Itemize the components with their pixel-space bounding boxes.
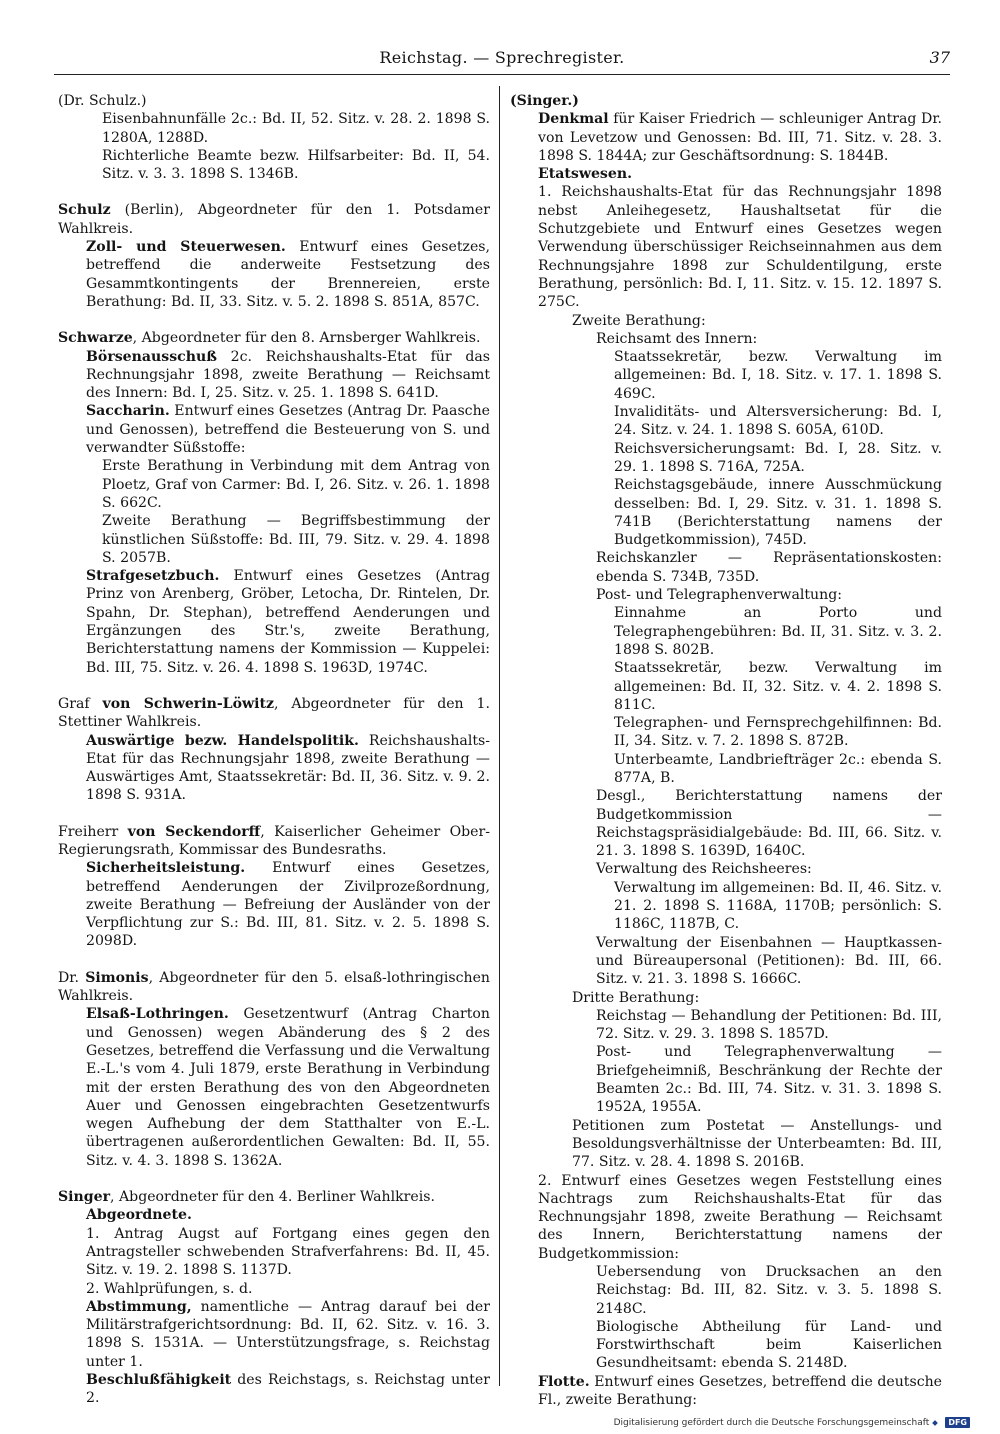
topic-text: Entwurf eines Gesetzes (Antrag Dr. Paasche und Genossen), betreffend die Besteuerung von S. und verwandter Süßstoffe: bbox=[86, 403, 490, 457]
right-column bbox=[510, 92, 942, 1409]
topic-subline: Verwaltung der Eisenbahnen — Hauptkassen- und Büreaupersonal (Petitionen): Bd. III, 66. Sitz. v. 21. 3. 1898 S. 1666C. bbox=[596, 934, 942, 988]
topic-subline: 1. Antrag Augst auf Fortgang eines gegen den Antragsteller schwebenden Strafverfahrens: Bd. II, 45. Sitz. v. 19. 2. 1898 S. 1137D. bbox=[86, 1225, 490, 1279]
entry-simonis bbox=[58, 969, 490, 1170]
topic-title: Sicherheitsleistung. bbox=[86, 860, 246, 877]
speaker-intro: (Berlin), Abgeordneter für den 1. Potsdamer Wahlkreis. bbox=[58, 202, 490, 237]
topic-subline: Reichskanzler — Repräsentationskosten: ebenda S. 734B, 735D. bbox=[596, 550, 942, 585]
digitization-footer bbox=[614, 1417, 970, 1428]
topic-title: Zoll- und Steuerwesen. bbox=[86, 239, 286, 256]
topic-subline: Reichstagsgebäude, innere Ausschmückung desselben: Bd. I, 29. Sitz. v. 31. 1. 1898 S. 741B (Berichterstattung namens der Budgetkommission), 745D. bbox=[614, 477, 942, 549]
speaker-name: von Schwerin-Löwitz bbox=[102, 695, 274, 712]
section-label: Post- und Telegraphenverwaltung: bbox=[596, 587, 842, 604]
dfg-logo: DFG bbox=[945, 1417, 970, 1428]
topic-text: 2c. Reichshaushalts-Etat für das Rechnungsjahr 1898, zweite Berathung — Reichsamt des Innern: Bd. I, 25. Sitz. v. 25. 1. 1898 S. 641D. bbox=[86, 348, 490, 402]
topic-text: Gesetzentwurf (Antrag Charton und Genossen) wegen Abänderung des § 2 des Gesetzes, betreffend die Verfassung und die Verwaltung E.-L.'s vom 4. Juli 1879, erste Berathung in Verbindung mit der ersten Berathung des von den Abgeordneten Auer und Genossen eingebrachten Gesetzentwurfs wegen Aufhebung der dem Statthalter von E.-L. übertragenen außerordentlichen Gewalten: Bd. II, 55. Sitz. v. 4. 3. 1898 S. 1362A. bbox=[86, 1006, 490, 1169]
entry-head: (Singer.) bbox=[510, 93, 579, 109]
section-label: Verwaltung des Reichsheeres: bbox=[596, 861, 812, 878]
topic-title: Abgeordnete. bbox=[86, 1207, 192, 1224]
header-rule bbox=[54, 74, 950, 75]
topic-subline: Petitionen zum Postetat — Anstellungs- und Besoldungsverhältnisse der Unterbeamten: Bd. III, 77. Sitz. v. 28. 4. 1898 S. 2016B. bbox=[572, 1117, 942, 1171]
topic-subline: Staatssekretär, bezw. Verwaltung im allgemeinen: Bd. II, 32. Sitz. v. 4. 2. 1898 S. 811C. bbox=[614, 660, 942, 713]
speaker-intro: , Abgeordneter für den 4. Berliner Wahlkreis. bbox=[110, 1189, 435, 1206]
topic-text: Entwurf eines Gesetzes (Antrag Prinz von Arenberg, Gröber, Letocha, Dr. Rintelen, Dr. Spahn, Dr. Stephan), betreffend Aenderungen und Ergänzungen des Str.'s, zweite Berathung, Berichterstattung namens der Kommission — Kuppelei: Bd. III, 75. Sitz. v. 26. 4. 1898 S. 1963D, 1974C. bbox=[86, 568, 490, 676]
topic-text: für Kaiser Friedrich — schleuniger Antrag Dr. von Levetzow und Genossen: Bd. III, 71. Sitz. v. 28. 3. 1898 S. 1844A; zur Geschäftsordnung: S. 1844B. bbox=[538, 111, 942, 164]
topic-subline: Uebersendung von Drucksachen an den Reichstag: Bd. III, 82. Sitz. v. 3. 5. 1898 S. 2148C. bbox=[596, 1264, 942, 1317]
entry-singer bbox=[58, 1188, 490, 1408]
speaker-name: Schulz bbox=[58, 202, 111, 219]
speaker-prefix: Freiherr bbox=[58, 823, 128, 840]
topic-title: Saccharin. bbox=[86, 403, 170, 420]
dfg-diamond-icon bbox=[933, 1419, 941, 1427]
speaker-name: Simonis bbox=[85, 969, 149, 986]
entry-line: Eisenbahnunfälle 2c.: Bd. II, 52. Sitz. v. 28. 2. 1898 S. 1280A, 1288D. bbox=[102, 111, 490, 146]
topic-title: Flotte. bbox=[538, 1373, 590, 1390]
section-label: Reichsamt des Innern: bbox=[596, 330, 758, 347]
topic-title: Strafgesetzbuch. bbox=[86, 568, 220, 585]
section-label: Dritte Berathung: bbox=[572, 989, 700, 1006]
speaker-intro: , Abgeordneter für den 8. Arnsberger Wahlkreis. bbox=[132, 330, 481, 347]
speaker-intro: , Kaiserlicher Geheimer Ober-Regierungsrath, Kommissar des Bundesraths. bbox=[58, 823, 490, 858]
topic-subline: 2. Entwurf eines Gesetzes wegen Feststellung eines Nachtrags zum Reichshaushalts-Etat für das Rechnungsjahr 1898, zweite Berathung — Reichsamt des Innern, Berichterstattung namens der Budgetkommission: bbox=[538, 1172, 942, 1262]
entry-seckendorff bbox=[58, 823, 490, 951]
topic-subline: 2. Wahlprüfungen, s. d. bbox=[86, 1280, 253, 1297]
footer-text: Digitalisierung gefördert durch die Deutsche Forschungsgemeinschaft bbox=[613, 1417, 930, 1428]
topic-title: Beschlußfähigkeit bbox=[86, 1372, 232, 1388]
topic-subline: Desgl., Berichterstattung namens der Budgetkommission — Reichstagspräsidialgebäude: Bd. III, 66. Sitz. v. 21. 3. 1898 S. 1639D, 1640C. bbox=[596, 788, 942, 860]
topic-subline: Biologische Abtheilung für Land- und Forstwirthschaft beim Kaiserlichen Gesundheitsamt: ebenda S. 2148D. bbox=[596, 1318, 942, 1372]
topic-text: Entwurf eines Gesetzes, betreffend Aenderungen der Zivilprozeßordnung, zweite Berathung — Befreiung der Ausländer von der Verpflichtung zur S.: Bd. III, 81. Sitz. v. 2. 5. 1898 S. 2098D. bbox=[86, 860, 490, 950]
speaker-intro: , Abgeordneter für den 5. elsaß-lothringischen Wahlkreis. bbox=[58, 969, 490, 1005]
topic-title: Auswärtige bezw. Handelspolitik. bbox=[86, 732, 359, 749]
topic-text: Entwurf eines Gesetzes, betreffend die anderweite Festsetzung des Gesammtkontingents der Brennereien, erste Berathung: Bd. II, 33. Sitz. v. 5. 2. 1898 S. 851A, 857C. bbox=[86, 239, 490, 310]
entry-line: Richterliche Beamte bezw. Hilfsarbeiter: Bd. II, 54. Sitz. v. 3. 3. 1898 S. 1346B. bbox=[102, 147, 490, 183]
left-column bbox=[58, 92, 490, 1407]
speaker-name: Schwarze bbox=[58, 330, 133, 347]
speaker-prefix: Graf bbox=[58, 695, 103, 712]
entry-schulz-dr bbox=[58, 92, 490, 183]
entry-head: (Dr. Schulz.) bbox=[58, 93, 147, 109]
page-title: Reichstag. — Sprechregister. bbox=[379, 48, 625, 67]
topic-text: des Reichstags, s. Reichstag unter 2. bbox=[86, 1372, 490, 1407]
topic-text: namentliche — Antrag darauf bei der Militärstrafgerichtsordnung: Bd. II, 62. Sitz. v. 16. 3. 1898 S. 1531A. — Unterstützungsfrage, s. Reichstag unter 1. bbox=[86, 1298, 490, 1370]
entry-schulz-berlin bbox=[58, 201, 490, 311]
entry-schwerin bbox=[58, 695, 490, 805]
section-label: Zweite Berathung: bbox=[572, 312, 706, 329]
topic-subline: Zweite Berathung — Begriffsbestimmung der künstlichen Süßstoffe: Bd. III, 79. Sitz. v. 29. 4. 1898 S. 2057B. bbox=[102, 513, 490, 566]
topic-subline: Post- und Telegraphenverwaltung — Briefgeheimniß, Beschränkung der Rechte der Beamten 2c.: Bd. III, 74. Sitz. v. 31. 3. 1898 S. 1952A, 1955A. bbox=[596, 1044, 942, 1116]
topic-subline: Einnahme an Porto und Telegraphengebühren: Bd. II, 31. Sitz. v. 3. 2. 1898 S. 802B. bbox=[614, 605, 942, 658]
topic-subline: Telegraphen- und Fernsprechgehilfinnen: Bd. II, 34. Sitz. v. 7. 2. 1898 S. 872B. bbox=[614, 715, 942, 750]
topic-subline: Unterbeamte, Landbriefträger 2c.: ebenda S. 877A, B. bbox=[614, 751, 942, 786]
speaker-intro: , Abgeordneter für den 1. Stettiner Wahlkreis. bbox=[58, 695, 490, 731]
running-header bbox=[54, 48, 950, 74]
topic-text: Reichshaushalts-Etat für das Rechnungsjahr 1898, zweite Berathung — Auswärtiges Amt, Staatssekretär: Bd. II, 36. Sitz. v. 9. 2. 1898 S. 931A. bbox=[86, 732, 490, 804]
topic-subline: Reichsversicherungsamt: Bd. I, 28. Sitz. v. 29. 1. 1898 S. 716A, 725A. bbox=[614, 440, 942, 475]
speaker-name: von Seckendorff bbox=[127, 823, 261, 840]
topic-subline: 1. Reichshaushalts-Etat für das Rechnungsjahr 1898 nebst Anleihegesetz, Haushaltsetat für die Schutzgebiete und Entwurf eines Gesetzes wegen Verwendung überschüssiger Reichseinnahmen aus dem Rechnungsjahre 1898 zur Schuldentilgung, erste Berathung, persönlich: Bd. I, 11. Sitz. v. 15. 12. 1897 S. 275C. bbox=[538, 184, 942, 311]
topic-text: Entwurf eines Gesetzes, betreffend die deutsche Fl., zweite Berathung: bbox=[538, 1373, 942, 1409]
topic-subline: Erste Berathung in Verbindung mit dem Antrag von Ploetz, Graf von Carmer: Bd. I, 26. Sitz. v. 26. 1. 1898 S. 662C. bbox=[102, 458, 490, 511]
topic-title: Denkmal bbox=[538, 111, 609, 128]
speaker-prefix: Dr. bbox=[58, 969, 86, 986]
topic-subline: Verwaltung im allgemeinen: Bd. II, 46. Sitz. v. 21. 2. 1898 S. 1168A, 1170B; persönlich: S. 1186C, 1187B, C. bbox=[614, 879, 942, 933]
topic-subline: Invaliditäts- und Altersversicherung: Bd. I, 24. Sitz. v. 24. 1. 1898 S. 605A, 610D. bbox=[614, 404, 942, 439]
topic-title: Abstimmung, bbox=[86, 1298, 192, 1315]
topic-title: Börsenausschuß bbox=[86, 348, 217, 365]
topic-subline: Staatssekretär, bezw. Verwaltung im allgemeinen: Bd. I, 18. Sitz. v. 17. 1. 1898 S. 469C. bbox=[614, 349, 942, 402]
topic-title: Elsaß-Lothringen. bbox=[86, 1006, 229, 1023]
topic-subline: Reichstag — Behandlung der Petitionen: Bd. III, 72. Sitz. v. 29. 3. 1898 S. 1857D. bbox=[596, 1007, 942, 1043]
column-divider bbox=[499, 86, 500, 1386]
topic-title: Etatswesen. bbox=[538, 166, 632, 183]
entry-schwarze bbox=[58, 329, 490, 677]
speaker-name: Singer bbox=[58, 1189, 111, 1206]
page-number: 37 bbox=[929, 48, 950, 67]
